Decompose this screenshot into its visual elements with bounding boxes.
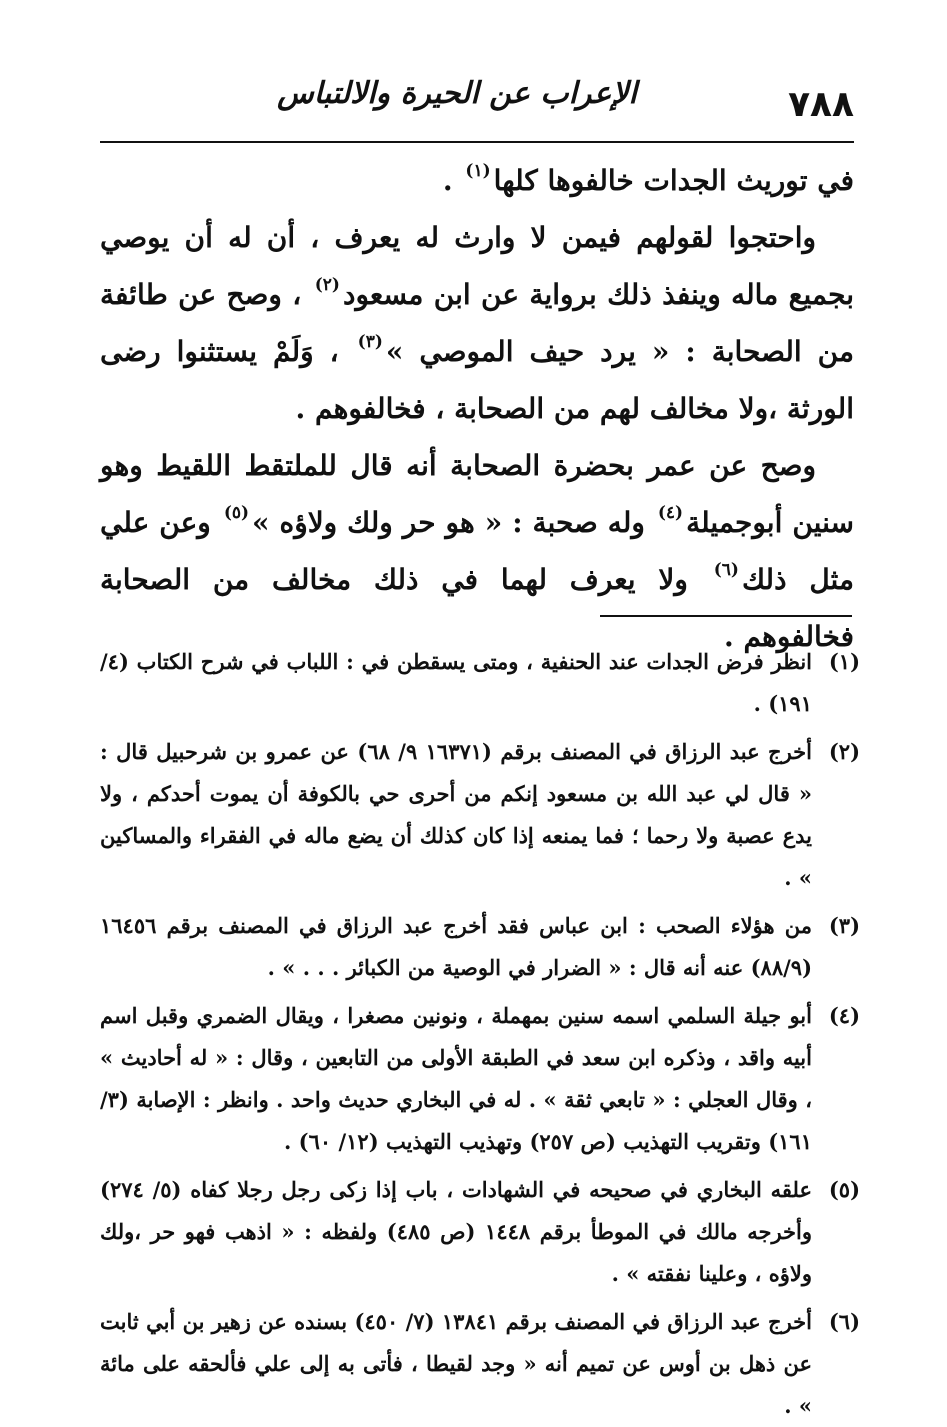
main-text: [100, 152, 854, 665]
footnote-3: [100, 905, 860, 989]
footnote-text: من هؤلاء الصحب : ابن عباس فقد أخرج عبد الرزاق في المصنف برقم ١٦٤٥٦ (٨٨/٩) عنه أنه قال : « الضرار في الوصية من الكبائر . . . » .: [100, 913, 812, 980]
page-number: ٧٨٨: [788, 84, 854, 125]
footnote-text: أخرج عبد الرزاق في المصنف برقم ١٣٨٤١ (٧/ ٤٥٠) بسنده عن زهير بن أبي ثابت عن ذهل بن أوس عن تميم أنه « وجد لقيطا ، فأتى به إلى علي فألحقه على مائة » .: [100, 1309, 812, 1418]
paragraph-1-text: في توريث الجدات خالفوها كلها: [493, 164, 854, 197]
paragraph-2-text-a: واحتجوا لقولهم فيمن لا وارث له يعرف ، أن له أن يوصي بجميع ماله وينفذ ذلك برواية عن ابن مسعود: [100, 221, 854, 311]
paragraph-2: [100, 209, 854, 437]
footnote-number: (٥): [828, 1177, 860, 1202]
footnote-text: انظر فرض الجدات عند الحنفية ، ومتى يسقطن في : اللباب في شرح الكتاب (٤/ ١٩١) .: [100, 649, 812, 716]
footnote-number: (٦): [828, 1309, 860, 1334]
footnote-text: أخرج عبد الرزاق في المصنف برقم (١٦٣٧١ ٩/ ٦٨) عن عمرو بن شرحبيل قال : « قال لي عبد الله بن مسعود إنكم من أحرى حي بالكوفة أن يموت أحدكم ، ولا يدع عصبة ولا رحما ؛ فما يمنعه إذا كان كذلك أن يضع ماله في الفقراء والمساكين » .: [100, 739, 812, 890]
footnote-ref-1: (١): [465, 161, 491, 181]
footnote-number: (١): [828, 649, 860, 674]
footnote-text: أبو جيلة السلمي اسمه سنين بمهملة ، ونونين مصغرا ، ويقال الضمري وقبل اسم أبيه واقد ، وذكره ابن سعد في الطبقة الأولى من التابعين ، وقال : « له أحاديث » ، وقال العجلي : « تابعي ثقة » . له في البخاري حديث واحد . وانظر : الإصابة (٣/ ١٦١) وتقريب التهذيب (ص ٢٥٧) وتهذيب التهذيب (١٢/ ٦٠) .: [100, 1003, 812, 1154]
paragraph-3-text-d: ولا يعرف لهما في ذلك مخالف من الصحابة فخالفوهم .: [100, 563, 854, 653]
paragraph-1: [100, 152, 854, 209]
footnote-ref-4: (٤): [657, 503, 684, 523]
paragraph-2-text-c: ، وَلَمْ يستثنوا رضى الورثة ،ولا مخالف لهم من الصحابة ، فخالفوهم .: [100, 335, 854, 425]
footnote-6: [100, 1301, 860, 1427]
footnote-1: [100, 641, 860, 725]
footnote-ref-5: (٥): [223, 503, 250, 523]
footnote-2: [100, 731, 860, 899]
page-header: [100, 70, 854, 140]
footnote-4: [100, 995, 860, 1163]
paragraph-2-text-b: ، وصح عن طائفة من الصحابة : « يرد حيف الموصي »: [100, 278, 854, 368]
paragraph-3-text-b: وله صحبة : « هو حر ولك ولاؤه »: [252, 506, 655, 539]
paragraph-1-end: .: [442, 164, 463, 197]
footnote-ref-6: (٦): [713, 560, 739, 580]
paragraph-3: [100, 437, 854, 665]
footnotes: [100, 641, 860, 1427]
footnote-separator: [600, 615, 852, 617]
header-rule: [100, 141, 854, 143]
footnote-5: [100, 1169, 860, 1295]
footnote-number: (٢): [828, 739, 860, 764]
footnote-number: (٤): [828, 1003, 860, 1028]
footnote-ref-2: (٢): [314, 275, 340, 295]
footnote-number: (٣): [828, 913, 860, 938]
footnote-ref-3: (٣): [357, 332, 383, 352]
paragraph-3-text-c: وعن علي مثل ذلك: [100, 506, 855, 596]
running-title: الإعراب عن الحيرة والالتباس: [277, 76, 637, 111]
footnote-text: علقه البخاري في صحيحه في الشهادات ، باب إذا زكى رجل رجلا كفاه (٥/ ٢٧٤) وأخرجه مالك في الموطأ برقم ١٤٤٨ (ص ٤٨٥) ولفظه : « اذهب فهو حر ،ولك ولاؤه ، وعلينا نفقته » .: [100, 1177, 813, 1286]
paragraph-3-text-a: وصح عن عمر بحضرة الصحابة أنه قال للملتقط اللقيط وهو سنين أبوجميلة: [100, 449, 855, 539]
